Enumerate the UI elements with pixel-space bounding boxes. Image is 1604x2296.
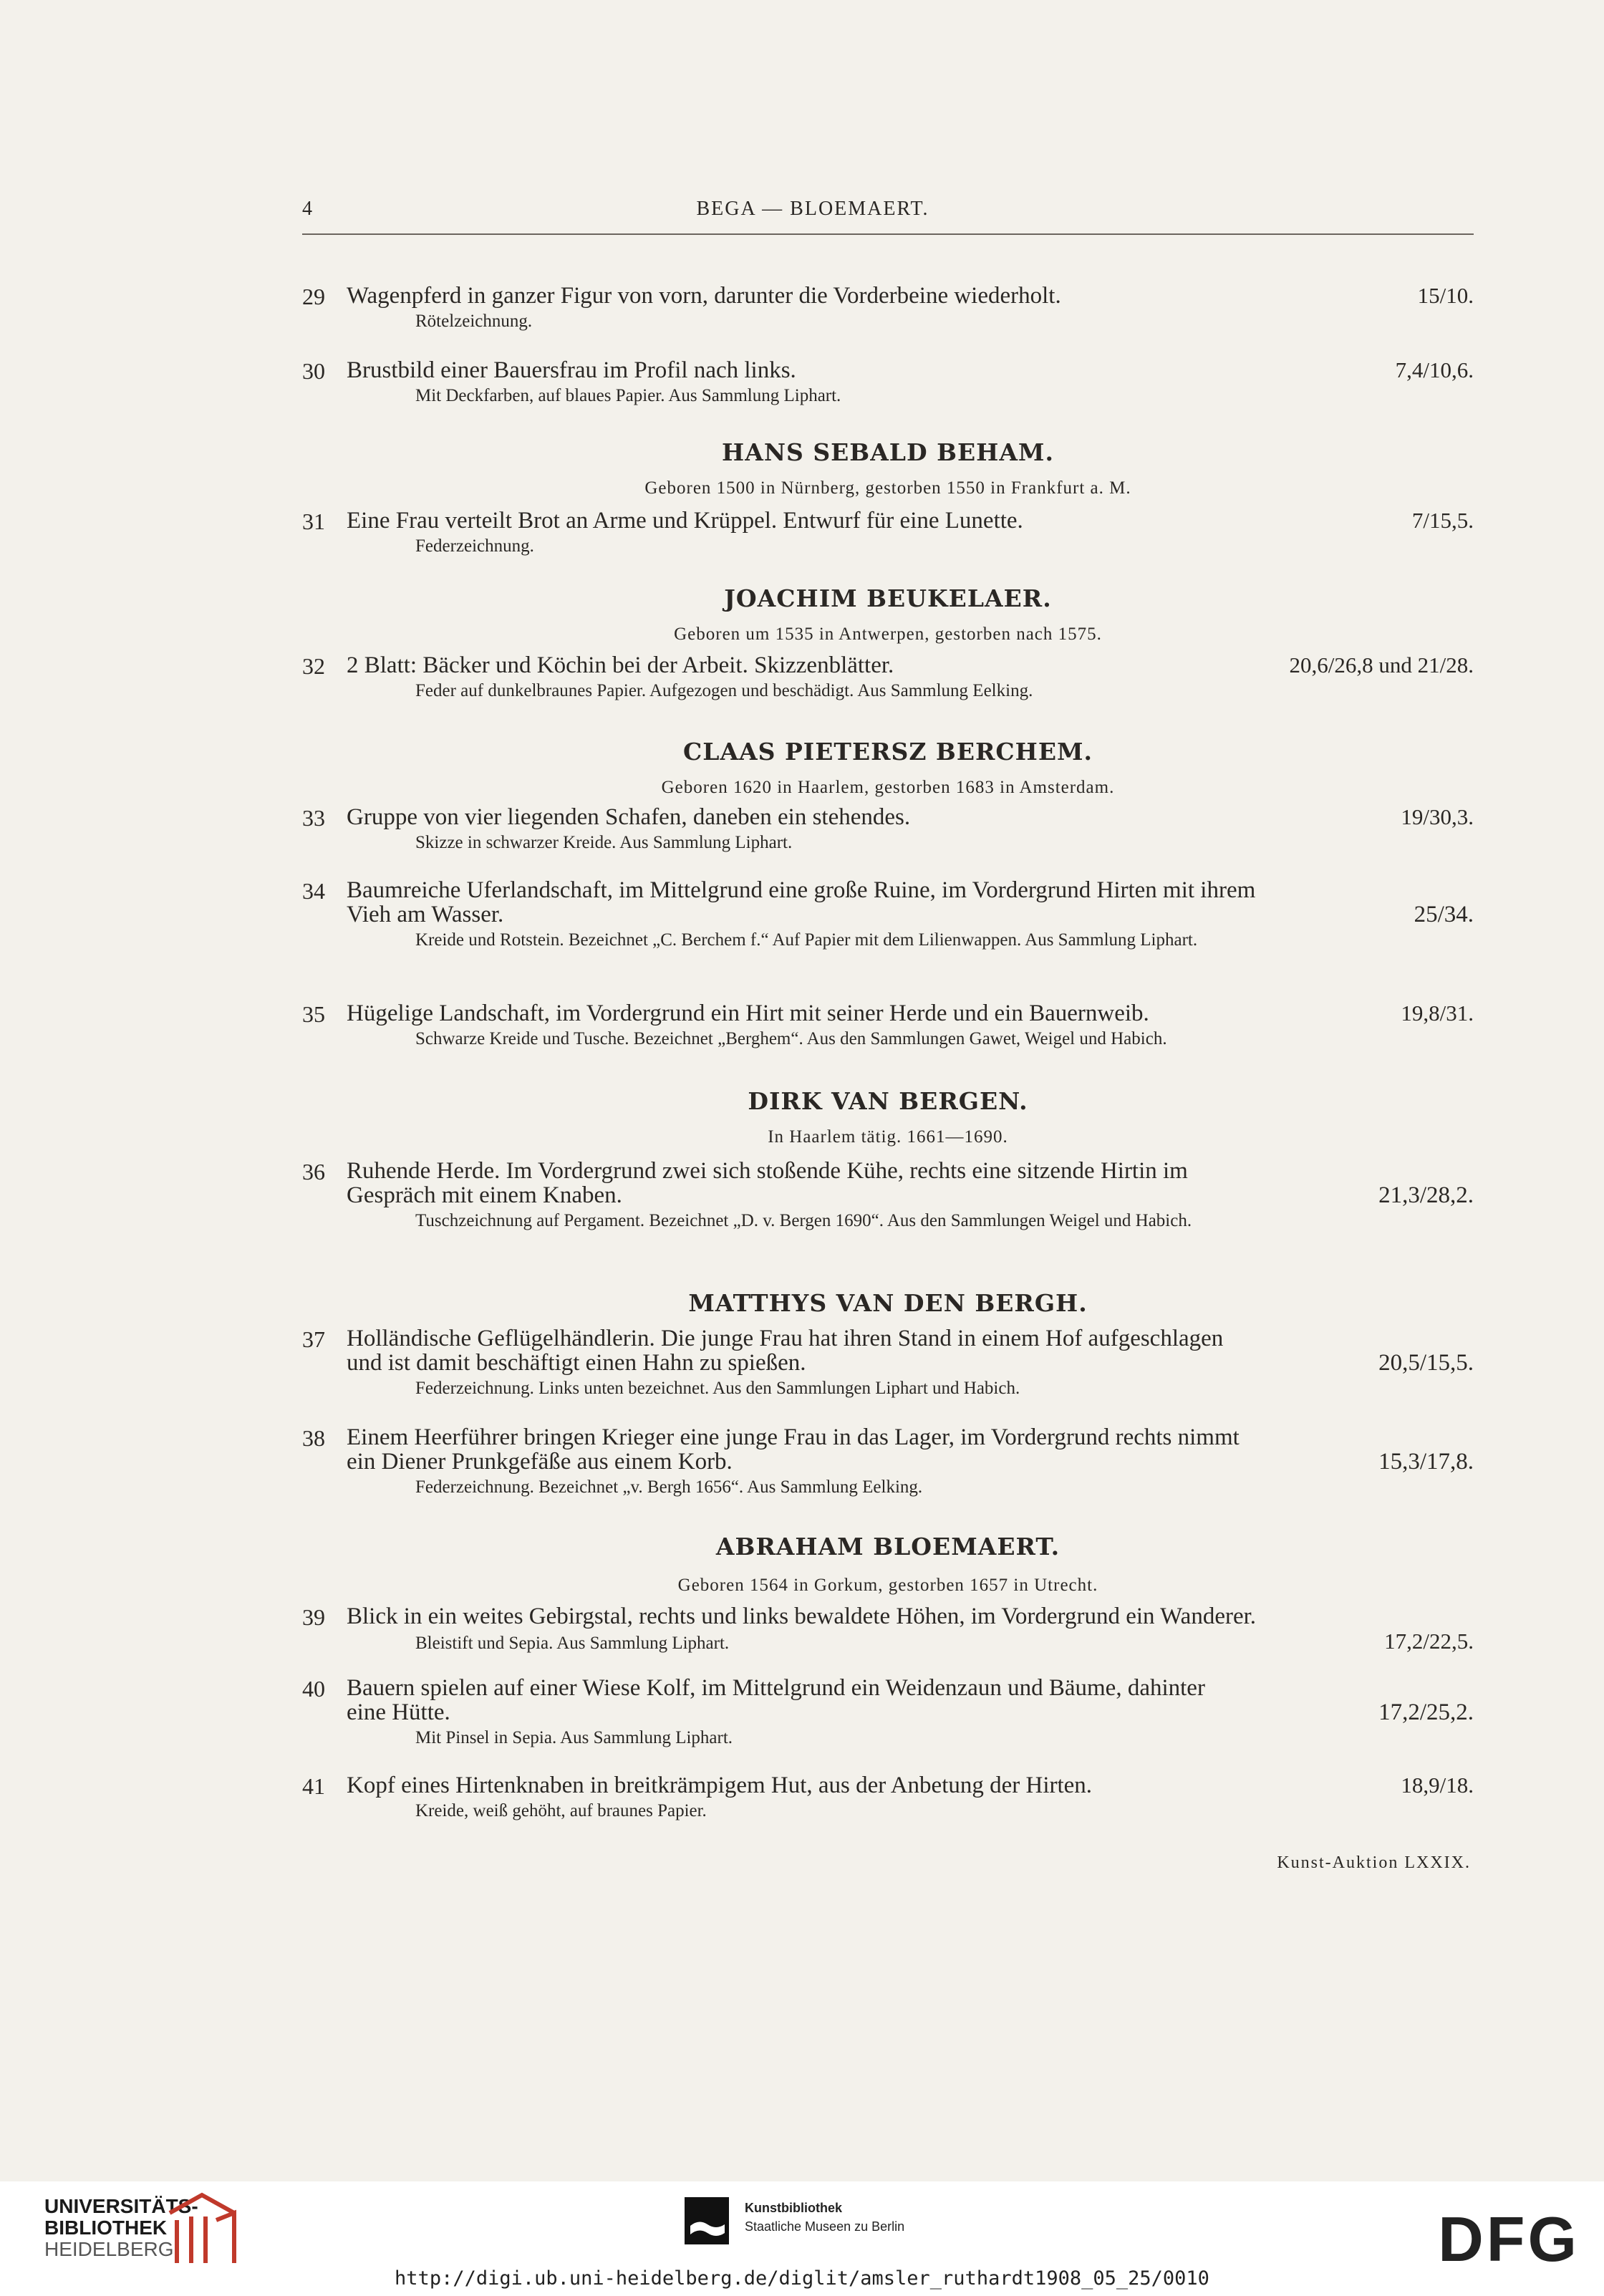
catalog-entry-33 [302, 805, 1474, 854]
catalog-entry-34 [302, 878, 1474, 951]
entry-title: Hügelige Landschaft, im Vordergrund ein Hirt mit seiner Herde und ein Bauernweib. [347, 1000, 1149, 1026]
entry-number: 34 [302, 878, 325, 904]
artist-heading: CLAAS PIETERSZ BERCHEM. [682, 738, 1093, 766]
entry-dimensions: 7,4/10,6. [1395, 357, 1474, 382]
kb-logo-line1: Kunstbibliothek [745, 2201, 842, 2215]
entry-title: Blick in ein weites Gebirgstal, rechts und links bewaldete Höhen, im Vordergrund ein Wanderer. [347, 1603, 1257, 1629]
artist-bio: In Haarlem tätig. 1661—1690. [768, 1127, 1008, 1147]
entry-note: Mit Deckfarben, auf blaues Papier. Aus Sammlung Liphart. [415, 386, 841, 405]
catalog-entry-30 [302, 358, 1474, 407]
catalog-entry-39 [302, 1604, 1474, 1654]
page-number: 4 [302, 198, 312, 220]
entry-note: Schwarze Kreide und Tusche. Bezeichnet „Berghem“. Aus den Sammlungen Gawet, Weigel und Habich. [415, 1029, 1167, 1048]
entry-title: Brustbild einer Bauersfrau im Profil nach links. [347, 357, 796, 383]
entry-title: Ruhende Herde. Im Vordergrund zwei sich stoßende Kühe, rechts eine sitzende Hirtin im [347, 1158, 1188, 1184]
ub-logo-line1: UNIVERSITÄTS- [44, 2195, 198, 2217]
catalog-entry-29 [302, 284, 1474, 332]
entry-title: Wagenpferd in ganzer Figur von vorn, darunter die Vorderbeine wiederholt. [347, 283, 1061, 309]
entry-number: 31 [302, 508, 325, 534]
catalog-entry-40 [302, 1676, 1474, 1749]
entry-note: Kreide und Rotstein. Bezeichnet „C. Berchem f.“ Auf Papier mit dem Lilienwappen. Aus Sammlung Liphart. [415, 930, 1198, 950]
entry-title: Einem Heerführer bringen Krieger eine junge Frau in das Lager, im Vordergrund rechts nimmt [347, 1424, 1240, 1450]
entry-dimensions: 21,3/28,2. [1378, 1182, 1474, 1208]
entry-title: Bauern spielen auf einer Wiese Kolf, im Mittelgrund ein Weidenzaun und Bäume, dahinter [347, 1675, 1205, 1701]
artist-bio: Geboren um 1535 in Antwerpen, gestorben nach 1575. [674, 624, 1102, 644]
entry-title-cont: Gespräch mit einem Knaben. [347, 1182, 622, 1208]
running-title: BEGA — BLOEMAERT. [696, 198, 929, 220]
catalog-entry-35 [302, 1001, 1474, 1050]
entry-dimensions: 17,2/22,5. [1384, 1629, 1474, 1654]
entry-note: Mit Pinsel in Sepia. Aus Sammlung Liphart. [415, 1728, 733, 1747]
entry-dimensions: 18,9/18. [1401, 1772, 1474, 1798]
entry-title: Eine Frau verteilt Brot an Arme und Krüppel. Entwurf für eine Lunette. [347, 508, 1023, 534]
artist-bio: Geboren 1564 in Gorkum, gestorben 1657 in Utrecht. [677, 1576, 1098, 1595]
ub-mark-icon [163, 2191, 241, 2270]
entry-title-cont: Vieh am Wasser. [347, 902, 504, 927]
entry-note: Rötelzeichnung. [415, 312, 533, 331]
entry-note: Federzeichnung. [415, 536, 534, 556]
entry-title: 2 Blatt: Bäcker und Köchin bei der Arbeit. Skizzenblätter. [347, 652, 894, 678]
artist-bio: Geboren 1500 in Nürnberg, gestorben 1550 in Frankfurt a. M. [644, 478, 1131, 498]
permalink-url[interactable]: http://digi.ub.uni-heidelberg.de/diglit/amsler_ruthardt1908_05_25/0010 [395, 2267, 1209, 2290]
entry-title-cont: und ist damit beschäftigt einen Hahn zu spießen. [347, 1350, 806, 1376]
entry-note: Bleistift und Sepia. Aus Sammlung Liphart. [415, 1634, 730, 1653]
entry-title: Gruppe von vier liegenden Schafen, daneben ein stehendes. [347, 804, 911, 830]
entry-dimensions: 7/15,5. [1411, 508, 1474, 533]
entry-number: 30 [302, 358, 325, 384]
entry-title: Baumreiche Uferlandschaft, im Mittelgrund eine große Ruine, im Vordergrund Hirten mit ihrem [347, 877, 1256, 903]
entry-dimensions: 15,3/17,8. [1378, 1449, 1474, 1475]
entry-dimensions: 20,6/26,8 und 21/28. [1289, 652, 1474, 677]
entry-note: Tuschzeichnung auf Pergament. Bezeichnet „D. v. Bergen 1690“. Aus den Sammlungen Weigel und Habich. [415, 1211, 1192, 1230]
entry-number: 38 [302, 1425, 325, 1451]
entry-note: Kreide, weiß gehöht, auf braunes Papier. [415, 1801, 707, 1820]
artist-heading: DIRK VAN BERGEN. [748, 1087, 1028, 1115]
ub-logo-line2: BIBLIOTHEK [44, 2217, 168, 2239]
entry-note: Feder auf dunkelbraunes Papier. Aufgezogen und beschädigt. Aus Sammlung Eelking. [415, 681, 1033, 700]
entry-dimensions: 25/34. [1414, 902, 1474, 927]
kb-logo-line2: Staatliche Museen zu Berlin [745, 2219, 905, 2234]
entry-dimensions: 20,5/15,5. [1378, 1350, 1474, 1376]
catalog-entry-31 [302, 508, 1474, 557]
entry-number: 29 [302, 284, 325, 309]
dfg-logo[interactable]: DFG [1438, 2204, 1580, 2275]
entry-title: Kopf eines Hirtenknaben in breitkrämpigem Hut, aus der Anbetung der Hirten. [347, 1772, 1093, 1798]
catalog-entry-36 [302, 1159, 1474, 1232]
entry-title-cont: eine Hütte. [347, 1699, 450, 1725]
entry-title-cont: ein Diener Prunkgefäße aus einem Korb. [347, 1449, 733, 1475]
entry-number: 41 [302, 1773, 325, 1799]
entry-number: 36 [302, 1159, 325, 1185]
header-rule [302, 233, 1474, 235]
kunstbibliothek-logo[interactable] [685, 2197, 905, 2248]
artist-heading: HANS SEBALD BEHAM. [722, 438, 1054, 466]
entry-number: 33 [302, 805, 325, 831]
entry-number: 37 [302, 1326, 325, 1352]
ub-heidelberg-logo[interactable] [44, 2196, 198, 2260]
entry-dimensions: 15/10. [1417, 283, 1474, 308]
artist-heading: MATTHYS VAN DEN BERGH. [688, 1289, 1088, 1317]
catalog-entry-41 [302, 1773, 1474, 1822]
catalog-entry-37 [302, 1326, 1474, 1399]
catalog-entry-38 [302, 1425, 1474, 1498]
entry-note: Skizze in schwarzer Kreide. Aus Sammlung Liphart. [415, 833, 793, 852]
artist-bio: Geboren 1620 in Haarlem, gestorben 1683 in Amsterdam. [661, 778, 1115, 797]
entry-number: 39 [302, 1604, 325, 1630]
entry-dimensions: 19/30,3. [1401, 804, 1474, 829]
entry-dimensions: 19,8/31. [1401, 1000, 1474, 1026]
entry-number: 35 [302, 1001, 325, 1027]
smb-mark-icon [685, 2197, 729, 2244]
artist-heading: JOACHIM BEUKELAER. [724, 584, 1052, 612]
entry-title: Holländische Geflügelhändlerin. Die junge Frau hat ihren Stand in einem Hof aufgeschlagen [347, 1326, 1224, 1351]
entry-note: Federzeichnung. Links unten bezeichnet. Aus den Sammlungen Liphart und Habich. [415, 1379, 1020, 1398]
artist-heading: ABRAHAM BLOEMAERT. [715, 1533, 1061, 1561]
catalog-entry-32 [302, 653, 1474, 702]
entry-number: 32 [302, 653, 325, 679]
signature-line: Kunst-Auktion LXXIX. [1277, 1853, 1471, 1872]
ub-logo-line3: HEIDELBERG [44, 2238, 174, 2260]
entry-dimensions: 17,2/25,2. [1378, 1699, 1474, 1725]
entry-number: 40 [302, 1676, 325, 1702]
entry-note: Federzeichnung. Bezeichnet „v. Bergh 1656“. Aus Sammlung Eelking. [415, 1477, 923, 1497]
